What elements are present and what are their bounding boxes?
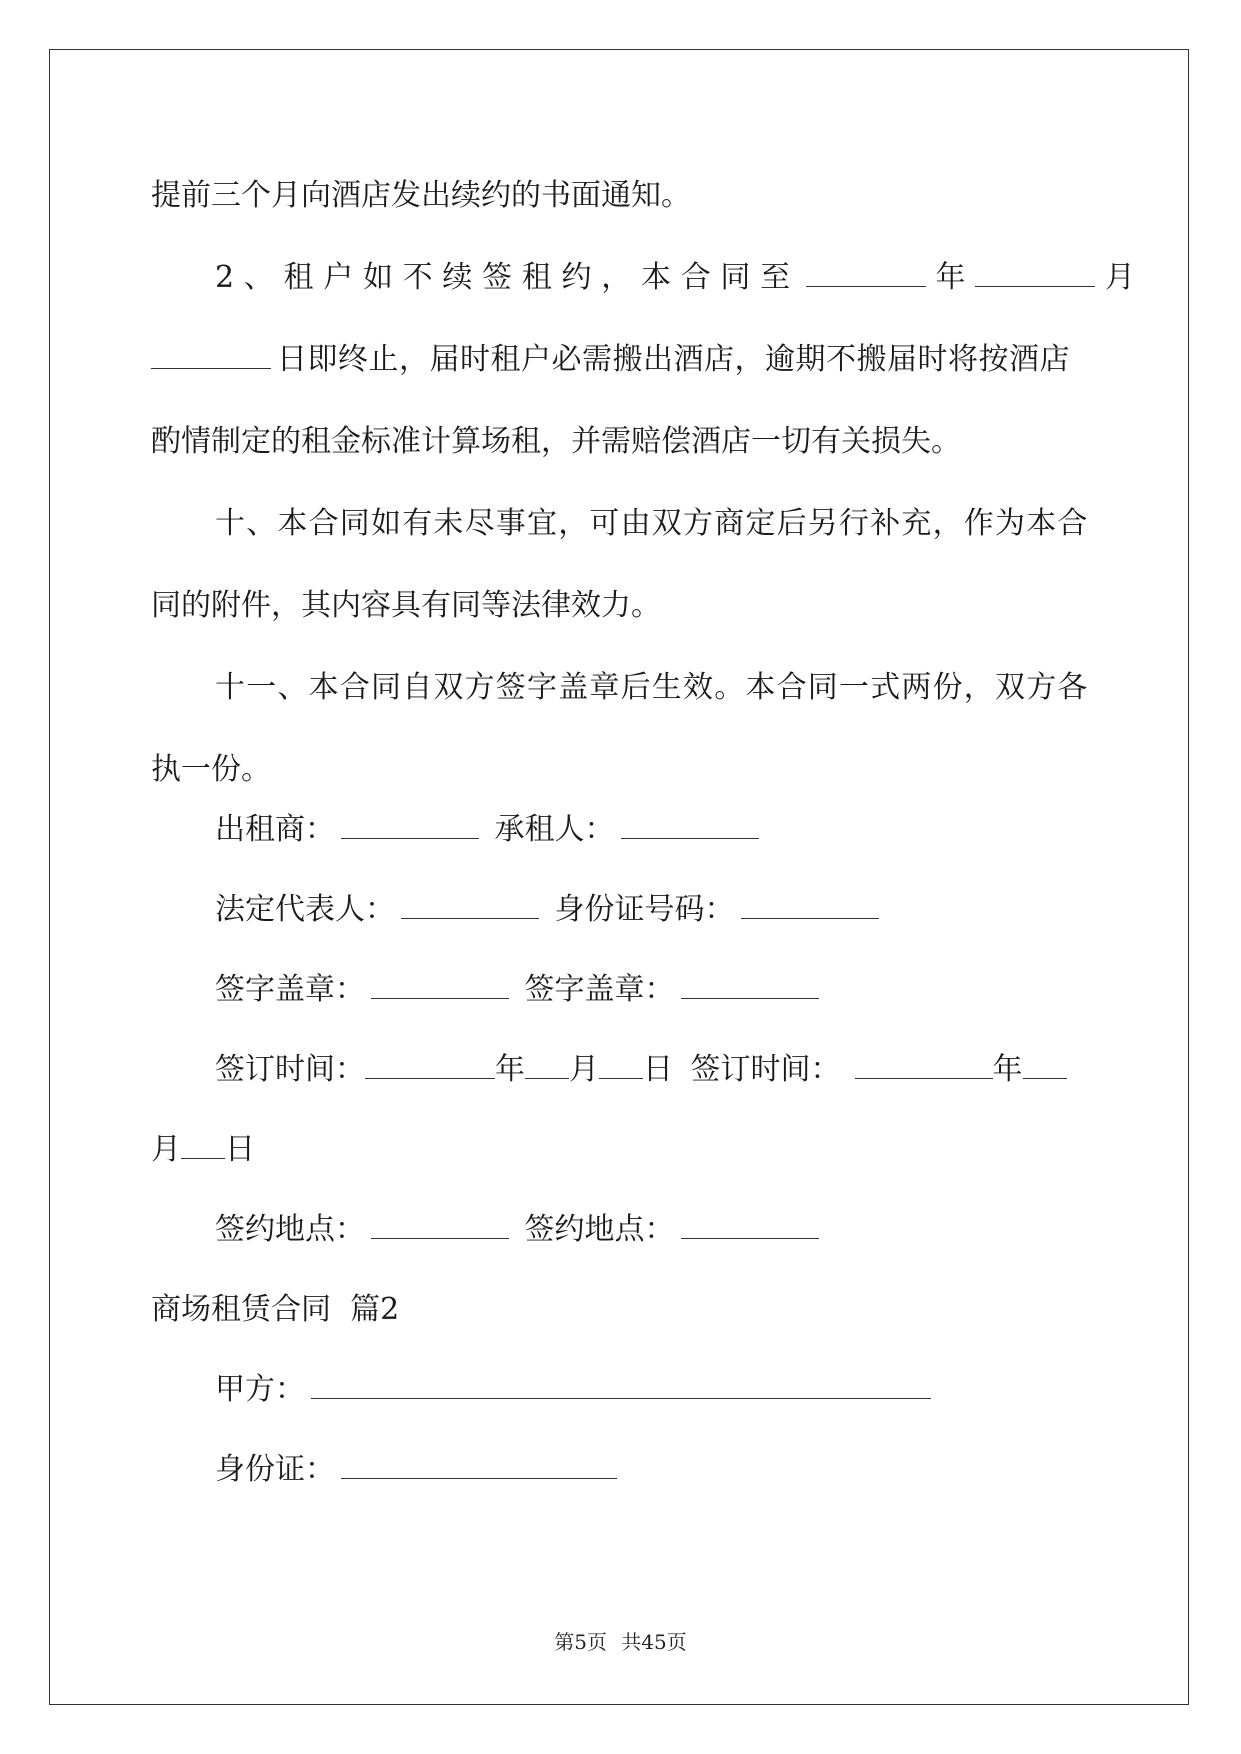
signature-row [215, 890, 885, 930]
label-party-a: 甲方： [215, 1372, 305, 1407]
text: 十一、本合同自双方签字盖章后生效。本合同一式两份，双方各 [215, 670, 1089, 705]
text: 执一份。 [151, 752, 271, 787]
text: 十、本合同如有未尽事宜，可由双方商定后另行补充，作为本合 [215, 506, 1089, 541]
fill-blank [806, 258, 926, 287]
paragraph-line [151, 586, 661, 626]
text: 年 [495, 1052, 525, 1087]
fill-blank [741, 890, 879, 919]
fill-blank [341, 1450, 617, 1479]
fill-blank [401, 890, 539, 919]
text: 日 [225, 1132, 255, 1167]
label-id-number: 身份证号码： [554, 892, 735, 927]
page-total: 共45页 [621, 1630, 687, 1654]
fill-blank [525, 1050, 569, 1079]
paragraph-line [215, 668, 1089, 708]
signature-row [215, 1050, 1067, 1090]
fill-blank [371, 970, 509, 999]
label-sign-time: 签订时间： [215, 1052, 365, 1087]
fill-blank [681, 1210, 819, 1239]
page-number: 第5页 [554, 1630, 607, 1654]
fill-blank [151, 340, 271, 369]
fill-blank [855, 1050, 993, 1079]
label-sign-time: 签订时间： [690, 1052, 841, 1087]
text: 商场租赁合同 篇2 [151, 1292, 400, 1327]
text: 2、租户如不续签租约，本合同至 [215, 260, 800, 295]
label-sign-seal: 签字盖章： [215, 972, 365, 1007]
fill-blank [311, 1370, 931, 1399]
label-sign-place: 签约地点： [524, 1212, 675, 1247]
label-sign-seal: 签字盖章： [524, 972, 675, 1007]
paragraph-line [215, 504, 1089, 544]
fill-blank [181, 1130, 225, 1159]
label-legal-rep: 法定代表人： [215, 892, 395, 927]
signature-row [215, 1450, 623, 1490]
text: 同的附件，其内容具有同等法律效力。 [151, 588, 661, 623]
signature-row [215, 970, 825, 1010]
label-id-card: 身份证： [215, 1452, 335, 1487]
fill-blank [371, 1210, 509, 1239]
fill-blank [681, 970, 819, 999]
fill-blank [599, 1050, 643, 1079]
paragraph-line [151, 750, 271, 790]
section-title [151, 1290, 399, 1330]
fill-blank [1023, 1050, 1067, 1079]
signature-row [215, 810, 765, 850]
label-lessee: 承租人： [494, 812, 615, 847]
text: 年 [931, 260, 970, 295]
label-lessor: 出租商： [215, 812, 335, 847]
text: 月 [1101, 260, 1135, 295]
page-footer [0, 1626, 1241, 1655]
text: 月 [151, 1132, 181, 1167]
text: 日 [643, 1052, 673, 1087]
paragraph-line [151, 176, 691, 216]
fill-blank [341, 810, 479, 839]
text: 年 [992, 1052, 1023, 1087]
fill-blank [365, 1050, 495, 1079]
text: 酌情制定的租金标准计算场租，并需赔偿酒店一切有关损失。 [151, 424, 961, 459]
fill-blank [975, 258, 1095, 287]
text: 提前三个月向酒店发出续约的书面通知。 [151, 178, 691, 213]
text: 日即终止，届时租户必需搬出酒店，逾期不搬届时将按酒店 [277, 342, 1070, 377]
paragraph-line [151, 340, 1070, 380]
label-sign-place: 签约地点： [215, 1212, 365, 1247]
signature-row [215, 1370, 937, 1410]
paragraph-line [151, 422, 961, 462]
signature-row [215, 1210, 825, 1250]
text: 月 [569, 1052, 599, 1087]
fill-blank [621, 810, 759, 839]
signature-row [151, 1130, 255, 1170]
paragraph-line [151, 258, 1135, 298]
